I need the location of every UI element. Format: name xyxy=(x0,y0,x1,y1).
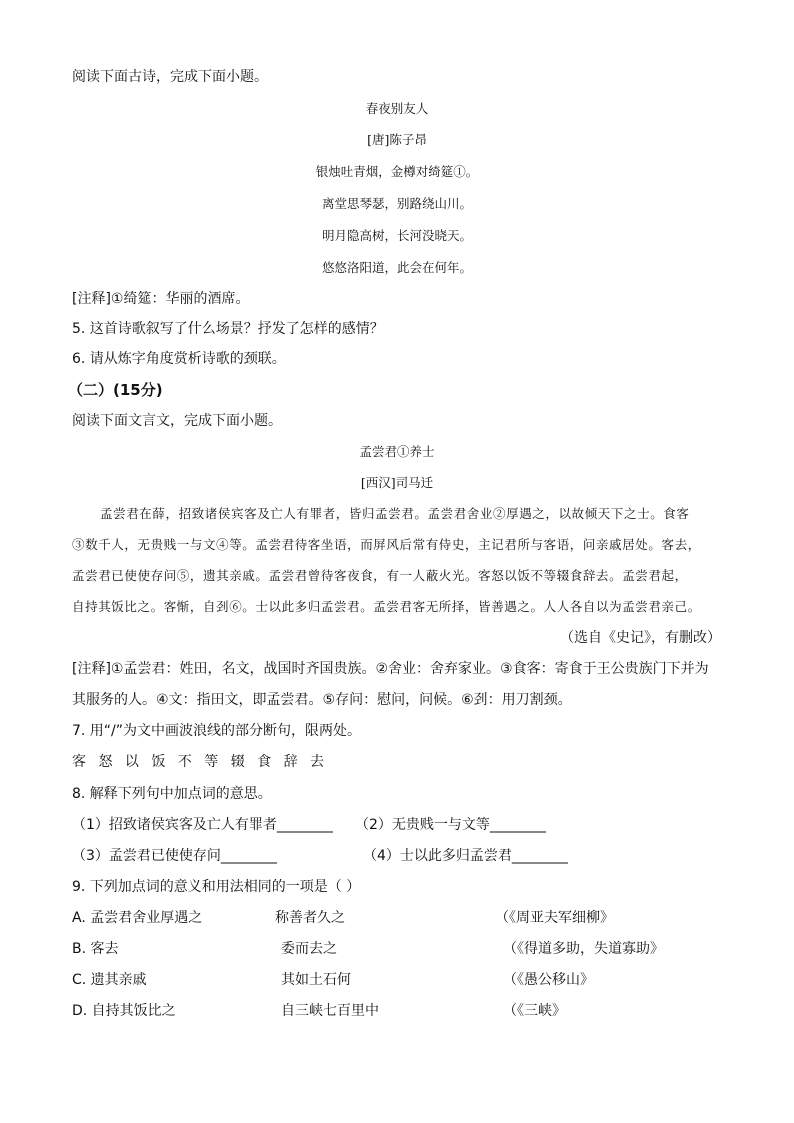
prose-line: ③数千人，无贵贱一与文④等。孟尝君待客坐语，而屏风后常有侍史，主记君所与客语，问亲戚居处。客去， xyxy=(72,537,701,552)
prose-instruction: 阅读下面文言文，完成下面小题。 xyxy=(72,413,282,429)
question-9: 9. 下列加点词的意义和用法相同的一项是（ ） xyxy=(72,879,361,895)
prose-note: [注释]①孟尝君：姓田，名文，战国时齐国贵族。②舍业：舍弃家业。③食客：寄食于王公贵族门下并为 xyxy=(72,661,709,677)
option-label: B. 客去 xyxy=(72,941,119,957)
option-compare: 称善者久之 xyxy=(275,910,345,926)
option-label: A. 孟尝君舍业厚遇之 xyxy=(72,910,203,926)
question-8: 8. 解释下列句中加点词的意思。 xyxy=(72,786,272,802)
poem-note: [注释]①绮筵：华丽的酒席。 xyxy=(72,291,250,307)
prose-note: 其服务的人。④文：指田文，即孟尝君。⑤存问：慰问，问候。⑥刭：用刀割颈。 xyxy=(72,692,572,708)
question-8-item: （3）孟尝君已使使存问________ xyxy=(72,848,277,864)
poem-line: 明月隐高树，长河没晓天。 xyxy=(321,228,472,243)
option-compare: 委而去之 xyxy=(281,941,337,957)
option-source: （《三峡》 xyxy=(503,1003,566,1019)
question-8-item: （4）士以此多归孟尝君________ xyxy=(363,848,568,864)
poem-author: [唐]陈子昂 xyxy=(367,132,427,147)
prose-title: 孟尝君①养士 xyxy=(359,444,435,459)
question-8-item: （2）无贵贱一与文等________ xyxy=(355,817,546,833)
option-label: D. 自持其饭比之 xyxy=(72,1003,176,1019)
option-source: （《周亚夫军细柳》 xyxy=(495,910,614,926)
question-7-text: 客 怒 以 饭 不 等 辍 食 辞 去 xyxy=(72,754,329,770)
poem-title: 春夜别友人 xyxy=(365,101,429,116)
poem-instruction: 阅读下面古诗，完成下面小题。 xyxy=(72,69,268,85)
question-5: 5. 这首诗歌叙写了什么场景？抒发了怎样的感情？ xyxy=(72,321,384,337)
poem-line: 悠悠洛阳道，此会在何年。 xyxy=(321,260,472,275)
prose-line: 孟尝君已使使存问⑤，遗其亲戚。孟尝君曾待客夜食，有一人蔽火光。客怒以饭不等辍食辞去。孟尝君起， xyxy=(72,568,688,583)
prose-line: 孟尝君在薛，招致诸侯宾客及亡人有罪者，皆归孟尝君。孟尝君舍业②厚遇之，以故倾天下之士。食客 xyxy=(100,506,690,521)
prose-source: （选自《史记》，有删改） xyxy=(560,630,721,646)
option-source: （《愚公移山》 xyxy=(503,972,594,988)
option-source: （《得道多助，失道寡助》 xyxy=(503,941,664,957)
prose-author: [西汉]司马迁 xyxy=(360,475,434,490)
question-6: 6. 请从炼字角度赏析诗歌的颈联。 xyxy=(72,351,286,367)
question-7: 7. 用“/”为文中画波浪线的部分断句，限两处。 xyxy=(72,723,362,739)
option-compare: 其如土石何 xyxy=(281,972,351,988)
prose-line: 自持其饭比之。客惭，自刭⑥。士以此多归孟尝君。孟尝君客无所择，皆善遇之。人人各自以为孟尝君亲己。 xyxy=(72,599,701,614)
poem-line: 银烛吐青烟，金樽对绮筵①。 xyxy=(315,164,479,179)
option-compare: 自三峡七百里中 xyxy=(281,1003,379,1019)
section-heading: （二）(15分) xyxy=(68,381,163,399)
question-8-item: （1）招致诸侯宾客及亡人有罪者________ xyxy=(72,817,333,833)
poem-line: 离堂思琴瑟，别路绕山川。 xyxy=(321,196,472,211)
option-label: C. 遗其亲戚 xyxy=(72,972,147,988)
